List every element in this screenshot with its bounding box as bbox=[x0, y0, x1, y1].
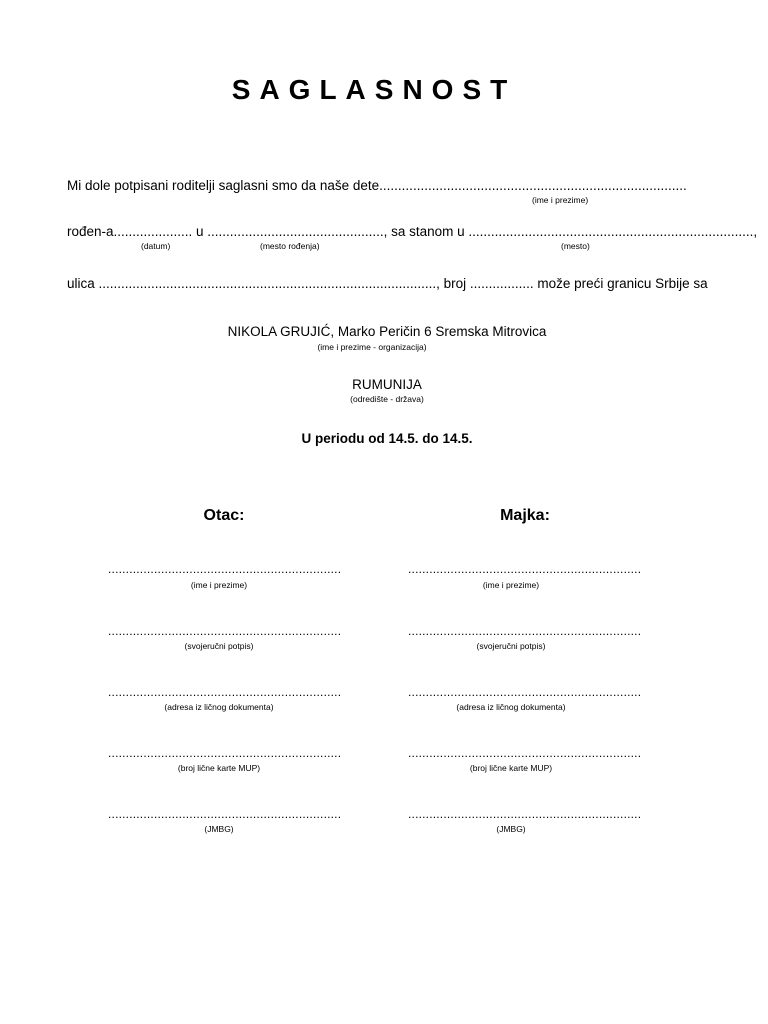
mother-id-card-field[interactable]: .................................................................. bbox=[408, 746, 642, 760]
father-signature-label: (svojeručni potpis) bbox=[184, 641, 254, 651]
mother-jmbg-label: (JMBG) bbox=[496, 824, 526, 834]
child-name-hint: (ime i prezime) bbox=[532, 195, 589, 205]
mother-address-label: (adresa iz ličnog dokumenta) bbox=[456, 702, 566, 712]
father-jmbg-field[interactable]: .................................................................. bbox=[108, 807, 342, 821]
birthplace-hint: (mesto rođenja) bbox=[260, 241, 320, 251]
father-jmbg-label: (JMBG) bbox=[204, 824, 234, 834]
mother-id-card-label: (broj lične karte MUP) bbox=[469, 763, 553, 773]
father-address-field[interactable]: .................................................................. bbox=[108, 685, 342, 699]
mother-signature-field[interactable]: .................................................................. bbox=[408, 624, 642, 638]
mother-address-field[interactable]: .................................................................. bbox=[408, 685, 642, 699]
mother-name-field[interactable]: .................................................................. bbox=[408, 562, 642, 576]
mother-signature-label: (svojeručni potpis) bbox=[476, 641, 546, 651]
destination-hint: (odredište - država) bbox=[350, 394, 424, 404]
mother-jmbg-field[interactable]: .................................................................. bbox=[408, 807, 642, 821]
father-name-field[interactable]: .................................................................. bbox=[108, 562, 342, 576]
travel-period: U periodu od 14.5. do 14.5. bbox=[301, 431, 473, 446]
mother-heading: Majka: bbox=[500, 507, 550, 524]
father-id-card-label: (broj lične karte MUP) bbox=[177, 763, 261, 773]
street-line: ulica .........................................................................................., broj ................. može preći granicu Srbije sa bbox=[67, 276, 708, 291]
father-address-label: (adresa iz ličnog dokumenta) bbox=[164, 702, 274, 712]
father-heading: Otac: bbox=[203, 507, 245, 524]
birth-residence-line: rođen-a..................... u ..............................................., sa stanom u ............................................................................, bbox=[67, 224, 758, 239]
mother-name-label: (ime i prezime) bbox=[482, 580, 540, 590]
father-name-label: (ime i prezime) bbox=[190, 580, 248, 590]
escort-hint: (ime i prezime - organizacija) bbox=[317, 342, 427, 352]
date-hint: (datum) bbox=[141, 241, 171, 251]
destination: RUMUNIJA bbox=[352, 377, 422, 392]
escort-name: NIKOLA GRUJIĆ, Marko Peričin 6 Sremska Mitrovica bbox=[227, 324, 547, 339]
residence-place-hint: (mesto) bbox=[561, 241, 590, 251]
father-id-card-field[interactable]: .................................................................. bbox=[108, 746, 342, 760]
intro-line: Mi dole potpisani roditelji saglasni smo da naše dete.................................................................................. bbox=[67, 178, 687, 193]
document-title: SAGLASNOST bbox=[231, 74, 517, 105]
father-signature-field[interactable]: .................................................................. bbox=[108, 624, 342, 638]
